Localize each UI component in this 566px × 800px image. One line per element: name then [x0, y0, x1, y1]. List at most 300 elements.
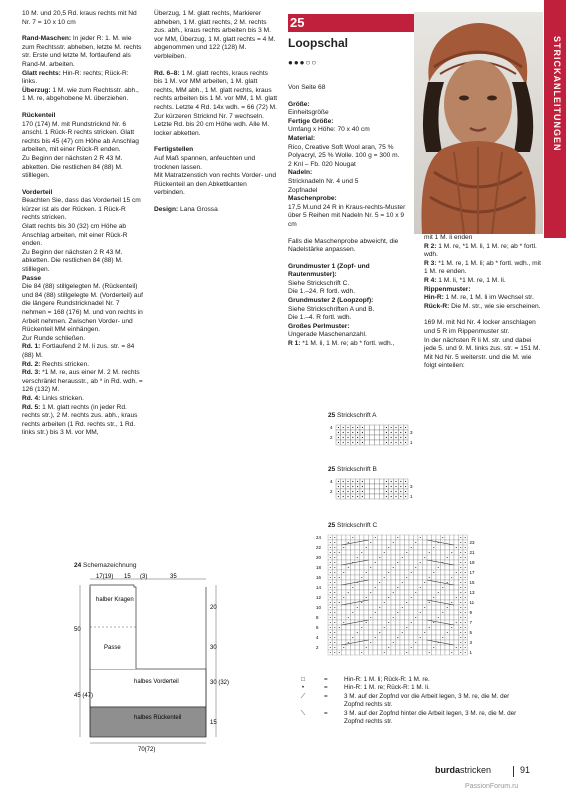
grid-cell [364, 630, 369, 635]
stitch-dot [362, 432, 363, 433]
grid-cell [342, 615, 347, 620]
stitch-dot [330, 567, 331, 568]
grid-cell [382, 545, 387, 550]
grid-cell [418, 620, 423, 625]
chart-a [328, 412, 418, 454]
grid-cell [337, 635, 342, 640]
stitch-dot [352, 427, 353, 428]
round-5: Rd. 5: 1 M. glatt rechts (in jeder Rd. rechts str.), 2 M. rechts zus. abh., kraus rechts arbeiten (1 Rd. rechts str., 1 Rd. links str.) bis 3 M. vor MM, [22, 403, 138, 437]
schema-rueckenteil [90, 707, 206, 737]
grid-cell [432, 635, 437, 640]
stitch-dot [347, 481, 348, 482]
stitch-dot [465, 637, 466, 638]
column-2 [154, 10, 278, 222]
row-label-right: 3 [469, 640, 473, 645]
grid-cell [400, 590, 405, 595]
grid-cell [396, 580, 401, 585]
grid-cell [387, 635, 392, 640]
grid-cell [378, 595, 383, 600]
stitch-dot [379, 582, 380, 583]
stitch-dot [465, 537, 466, 538]
stitch-dot [362, 437, 363, 438]
stitch-dot [334, 547, 335, 548]
grid-cell [373, 565, 378, 570]
brand-bold: burda [435, 765, 461, 775]
stitch-dot [366, 597, 367, 598]
grid-cell [351, 545, 356, 550]
stitch-dot [384, 602, 385, 603]
stitch-dot [460, 612, 461, 613]
grid-cell [360, 615, 365, 620]
grid-cell [382, 605, 387, 610]
stitch-dot [460, 552, 461, 553]
col2-text1: Überzug, 1 M. glatt rechts, Markierer abheben, 1 M. glatt rechts, 2 M. rechts zus. abh., kraus rechts arbeiten bis 3 M. vor MM, Überzug, 1 M. glatt rechts = 4 M. abgenommen und 122 (128) M. verbleiben. [154, 10, 276, 60]
stitch-dot [465, 592, 466, 593]
stitch-dot [347, 442, 348, 443]
grid-cell [409, 605, 414, 610]
grid-cell [436, 650, 441, 655]
falls-text: Falls die Maschenprobe abweicht, die Nadelstärke anpassen. [288, 237, 399, 254]
schema-vorderteil [90, 669, 206, 707]
grid-cell [364, 590, 369, 595]
grid-cell [365, 430, 370, 435]
stitch-dot [456, 547, 457, 548]
grid-cell [342, 625, 347, 630]
stitch-dot [386, 427, 387, 428]
grid-cell [436, 635, 441, 640]
stitch-dot [379, 557, 380, 558]
grid-cell [373, 595, 378, 600]
stitch-dot [361, 627, 362, 628]
stitch-dot [330, 612, 331, 613]
stitch-dot [406, 552, 407, 553]
stitch-dot [347, 427, 348, 428]
grid-cell [391, 635, 396, 640]
grid-cell [414, 650, 419, 655]
grid-cell [432, 555, 437, 560]
row-label-right: 3 [410, 484, 413, 489]
grid-cell [378, 590, 383, 595]
stitch-dot [334, 572, 335, 573]
brand-rest: stricken [460, 765, 492, 775]
legend-row [288, 693, 528, 710]
stitch-dot [388, 647, 389, 648]
grid-cell [351, 575, 356, 580]
stitch-dot [352, 637, 353, 638]
grid-cell [432, 550, 437, 555]
stitch-dot [334, 627, 335, 628]
grid-cell [369, 580, 374, 585]
stitch-dot [405, 486, 406, 487]
grid-cell [432, 615, 437, 620]
stitch-dot [352, 481, 353, 482]
stitch-dot [330, 592, 331, 593]
grid-cell [382, 610, 387, 615]
grid-cell [364, 565, 369, 570]
grid-cell [418, 570, 423, 575]
grid-cell [400, 570, 405, 575]
stitch-dot [386, 491, 387, 492]
stitch-dot [465, 557, 466, 558]
schema-top-dim-3: (3) [140, 574, 148, 580]
grid-cell [400, 600, 405, 605]
grid-cell [387, 600, 392, 605]
grid-cell [441, 570, 446, 575]
stitch-dot [348, 642, 349, 643]
stitch-dot [393, 617, 394, 618]
stitch-dot [460, 547, 461, 548]
grid-cell [427, 605, 432, 610]
difficulty-dots: ●●●○○ [288, 58, 318, 67]
grid-cell [369, 650, 374, 655]
perl-heading: Großes Perlmuster: [288, 322, 350, 330]
grid-cell [337, 570, 342, 575]
stitch-dot [379, 632, 380, 633]
stitch-dot [460, 632, 461, 633]
stitch-dot [357, 432, 358, 433]
grid-cell [441, 565, 446, 570]
grid-cell [337, 645, 342, 650]
grid-cell [364, 605, 369, 610]
grid-cell [409, 575, 414, 580]
row-label-right: 21 [469, 550, 475, 555]
grid-cell [409, 640, 414, 645]
grid-cell [427, 555, 432, 560]
stitch-dot [334, 622, 335, 623]
stitch-dot [386, 437, 387, 438]
stitch-dot [460, 627, 461, 628]
stitch-dot [456, 572, 457, 573]
passe-text: Die 84 (88) stillgelegten M. (Rückenteil) und 84 (88) stillgelegte M. (Vorderteil) auf die längere Rundstricknadel Nr. 7 nehmen = 168 (176) M. und von rechts in Arbeit nehmen. Zwischen Vorder- und Rückenteil MM einhängen. Zur Runde schließen. [22, 283, 143, 342]
grid-cell [418, 550, 423, 555]
grid-cell [405, 590, 410, 595]
stitch-dot [451, 552, 452, 553]
stitch-dot [343, 437, 344, 438]
grid-cell [351, 590, 356, 595]
stitch-dot [357, 442, 358, 443]
grid-cell [405, 595, 410, 600]
row-label-right: 15 [469, 580, 475, 585]
grid-cell [432, 535, 437, 540]
stitch-dot [343, 597, 344, 598]
grid-cell [346, 645, 351, 650]
stitch-dot [433, 647, 434, 648]
grid-cell [373, 590, 378, 595]
material-text: Rico, Creative Soft Wool aran, 75 % Polyacryl, 25 % Wolle. 100 g = 300 m. 2 Knl – Fb. 020 Nougat [288, 143, 400, 168]
grid-cell [423, 645, 428, 650]
stitch-dot [460, 537, 461, 538]
grid-cell [454, 560, 459, 565]
grid-cell [436, 605, 441, 610]
grid-cell [378, 635, 383, 640]
ueberzug-text: 1 M. wie zum Rechtsstr. abh., 1 M. re, abgehobene M. überziehen. [22, 86, 139, 103]
vorderteil-text: Beachten Sie, dass das Vorderteil 15 cm kürzer ist als der Rücken. 1 Rück-R rechts stricken. Glatt rechts bis 30 (32) cm Höhe ab Anschlag arbeiten, mit einer Rück-R enden. Zu Beginn der nächsten 2 R 43 M. abketten. Die restlichen 84 (88) M. stilllegen. [22, 197, 141, 274]
fertig-heading: Fertigstellen [154, 146, 194, 154]
grid-cell [423, 640, 428, 645]
stitch-dot [357, 481, 358, 482]
stitch-dot [357, 491, 358, 492]
grid-cell [365, 440, 370, 445]
grid-cell [346, 535, 351, 540]
stitch-dot [429, 652, 430, 653]
stitch-dot [395, 496, 396, 497]
row-label-left: 2 [316, 645, 319, 650]
grid-cell [378, 610, 383, 615]
grid-cell [450, 570, 455, 575]
stitch-dot [343, 647, 344, 648]
grid-cell [382, 590, 387, 595]
stitch-dot [438, 567, 439, 568]
grid-cell [418, 540, 423, 545]
grid-cell [346, 605, 351, 610]
grid-cell [445, 590, 450, 595]
grid-cell [378, 615, 383, 620]
legend-text: 3 M. auf der Zopfnd hinter die Arbeit legen, 3 M. re, die M. der Zopfnd rechts str. [344, 709, 517, 726]
stitch-dot [338, 432, 339, 433]
grid-cell [373, 575, 378, 580]
grid-cell [441, 645, 446, 650]
grid-cell [454, 610, 459, 615]
grid-cell [414, 605, 419, 610]
stitch-dot [357, 496, 358, 497]
stitch-dot [330, 582, 331, 583]
stitch-dot [386, 481, 387, 482]
grid-cell [450, 535, 455, 540]
grid-cell [382, 595, 387, 600]
stitch-dot [433, 572, 434, 573]
stitch-dot [400, 491, 401, 492]
grid-cell [370, 489, 375, 494]
stitch-dot [429, 602, 430, 603]
grid-cell [374, 440, 379, 445]
stitch-dot [357, 632, 358, 633]
grid-cell [346, 575, 351, 580]
grid-cell [360, 595, 365, 600]
schema-title: Schemazeichnung [83, 562, 137, 569]
round-2: Rd. 2: Rechts stricken. [22, 360, 90, 368]
stitch-dot [465, 572, 466, 573]
grid-cell [396, 570, 401, 575]
stitch-dot [334, 652, 335, 653]
stitch-dot [343, 432, 344, 433]
stitch-dot [395, 427, 396, 428]
grid-cell [379, 430, 384, 435]
grid-cell [374, 489, 379, 494]
row-label-right: 5 [469, 630, 473, 635]
grid-cell [436, 595, 441, 600]
grid-cell [378, 600, 383, 605]
stitch-dot [424, 582, 425, 583]
grid-cell [391, 580, 396, 585]
chart-c-grid [316, 533, 496, 663]
stitch-dot [330, 622, 331, 623]
grid-cell [445, 550, 450, 555]
grid-cell [441, 545, 446, 550]
row-label-left: 20 [316, 555, 322, 560]
legend-row [288, 684, 528, 692]
grid-cell [445, 610, 450, 615]
chart-a-title: Strickschrift A [337, 412, 377, 419]
grid-cell [436, 610, 441, 615]
row-label-left: 6 [316, 625, 319, 630]
stitch-dot [429, 577, 430, 578]
stitch-dot [415, 567, 416, 568]
grid-cell [423, 545, 428, 550]
grid-cell [387, 630, 392, 635]
fertig-text: Auf Maß spannen, anfeuchten und trocknen lassen. Mit Matratzenstich von rechts Vorder- und Rückenteil an den Abkettkanten verbinden. [154, 154, 277, 197]
stitch-dot [415, 617, 416, 618]
chart-c-title: Strickschrift C [337, 522, 378, 529]
col4-t2: 169 M. mit Nd Nr. 4 locker anschlagen und 5 R im Rippenmuster str. In der nächsten R li M. str. und dabei jede 5. und 9. M. links zus. str. = 151 M. Mit Nd Nr. 5 weiterstr. und die M. wie folgt einteilen: [424, 319, 541, 370]
grid-cell [355, 535, 360, 540]
footer-divider [513, 766, 514, 777]
grid-cell [373, 580, 378, 585]
grid-cell [400, 625, 405, 630]
schema-bottom-dim: 70(72) [138, 747, 156, 753]
grid-cell [409, 630, 414, 635]
stitch-dot [334, 642, 335, 643]
stitch-dot [330, 642, 331, 643]
stitch-dot [338, 427, 339, 428]
grid-cell [436, 585, 441, 590]
stitch-dot [460, 622, 461, 623]
grid-cell [454, 635, 459, 640]
round-1: Rd. 1: Fortlaufend 2 M. li zus. str. = 84 (88) M. [22, 343, 135, 359]
rueckenteil-heading: Rückenteil [22, 111, 56, 119]
grid-cell [396, 565, 401, 570]
grid-cell [369, 585, 374, 590]
grid-cell [427, 610, 432, 615]
grid-cell [355, 615, 360, 620]
grid-cell [396, 645, 401, 650]
grid-cell [432, 585, 437, 590]
grid-cell [441, 650, 446, 655]
watermark: PassionForum.ru [465, 783, 519, 790]
grid-cell [418, 580, 423, 585]
grid-cell [373, 615, 378, 620]
grid-cell [360, 645, 365, 650]
grid-cell [423, 600, 428, 605]
stitch-dot [393, 592, 394, 593]
legend-equals: = [324, 676, 328, 683]
grid-cell [427, 595, 432, 600]
grid-cell [405, 565, 410, 570]
grid-cell [418, 650, 423, 655]
grid-cell [454, 540, 459, 545]
stitch-dot [330, 637, 331, 638]
grid-cell [382, 640, 387, 645]
grid-cell [378, 650, 383, 655]
stitch-dot [334, 567, 335, 568]
grid-cell [387, 610, 392, 615]
stitch-dot [386, 486, 387, 487]
gm2-heading: Grundmuster 2 (Loopzopf): [288, 297, 374, 305]
grid-cell [409, 550, 414, 555]
grid-cell [364, 650, 369, 655]
stitch-dot [330, 607, 331, 608]
grid-cell [423, 625, 428, 630]
stitch-dot [391, 427, 392, 428]
grid-cell [342, 635, 347, 640]
stitch-dot [456, 622, 457, 623]
stitch-dot [465, 627, 466, 628]
stitch-dot [424, 557, 425, 558]
stitch-dot [393, 542, 394, 543]
grid-cell [396, 540, 401, 545]
grid-cell [400, 560, 405, 565]
grid-cell [391, 595, 396, 600]
grid-cell [414, 630, 419, 635]
grid-cell [346, 545, 351, 550]
grid-cell [400, 565, 405, 570]
stitch-dot [451, 602, 452, 603]
stitch-dot [395, 442, 396, 443]
grid-cell [355, 590, 360, 595]
grid-cell [391, 545, 396, 550]
row-label-right: 7 [469, 620, 473, 625]
grid-cell [346, 555, 351, 560]
grid-cell [379, 494, 384, 499]
grid-cell [387, 590, 392, 595]
grid-cell [369, 605, 374, 610]
grid-cell [387, 575, 392, 580]
stitch-dot [465, 617, 466, 618]
grid-cell [378, 625, 383, 630]
schema-right-dim-4: 15 [210, 720, 217, 726]
stitch-dot [465, 607, 466, 608]
grid-cell [382, 620, 387, 625]
grid-cell [373, 570, 378, 575]
stitch-dot [465, 587, 466, 588]
grid-cell [400, 650, 405, 655]
stitch-dot [375, 587, 376, 588]
chart-b [328, 466, 418, 508]
chart-b-number: 25 [328, 466, 336, 473]
stitch-dot [352, 437, 353, 438]
groesse-text: Einheitsgröße [288, 109, 329, 117]
maschenprobe-heading: Maschenprobe: [288, 195, 337, 203]
grid-cell [423, 610, 428, 615]
grid-cell [382, 565, 387, 570]
grid-cell [409, 560, 414, 565]
stitch-dot [460, 647, 461, 648]
stitch-dot [330, 572, 331, 573]
stitch-dot [402, 582, 403, 583]
grid-cell [355, 610, 360, 615]
schema-drawing [74, 562, 234, 792]
stitch-dot [442, 587, 443, 588]
model-photo [414, 12, 543, 234]
row-label-right: 3 [410, 430, 413, 435]
grid-cell [342, 555, 347, 560]
legend-equals: = [324, 684, 328, 692]
stitch-dot [343, 496, 344, 497]
row-label-right: 1 [410, 494, 413, 499]
ueberzug-heading: Überzug: [22, 86, 51, 94]
grid-cell [355, 565, 360, 570]
grid-cell [355, 625, 360, 630]
grid-cell [414, 535, 419, 540]
grid-cell [391, 600, 396, 605]
grid-cell [445, 595, 450, 600]
grid-cell [414, 620, 419, 625]
stitch-dot [352, 442, 353, 443]
stitch-dot [424, 607, 425, 608]
row-label-left: 4 [330, 479, 333, 484]
grid-cell [396, 575, 401, 580]
stitch-dot [334, 597, 335, 598]
stitch-dot [433, 597, 434, 598]
